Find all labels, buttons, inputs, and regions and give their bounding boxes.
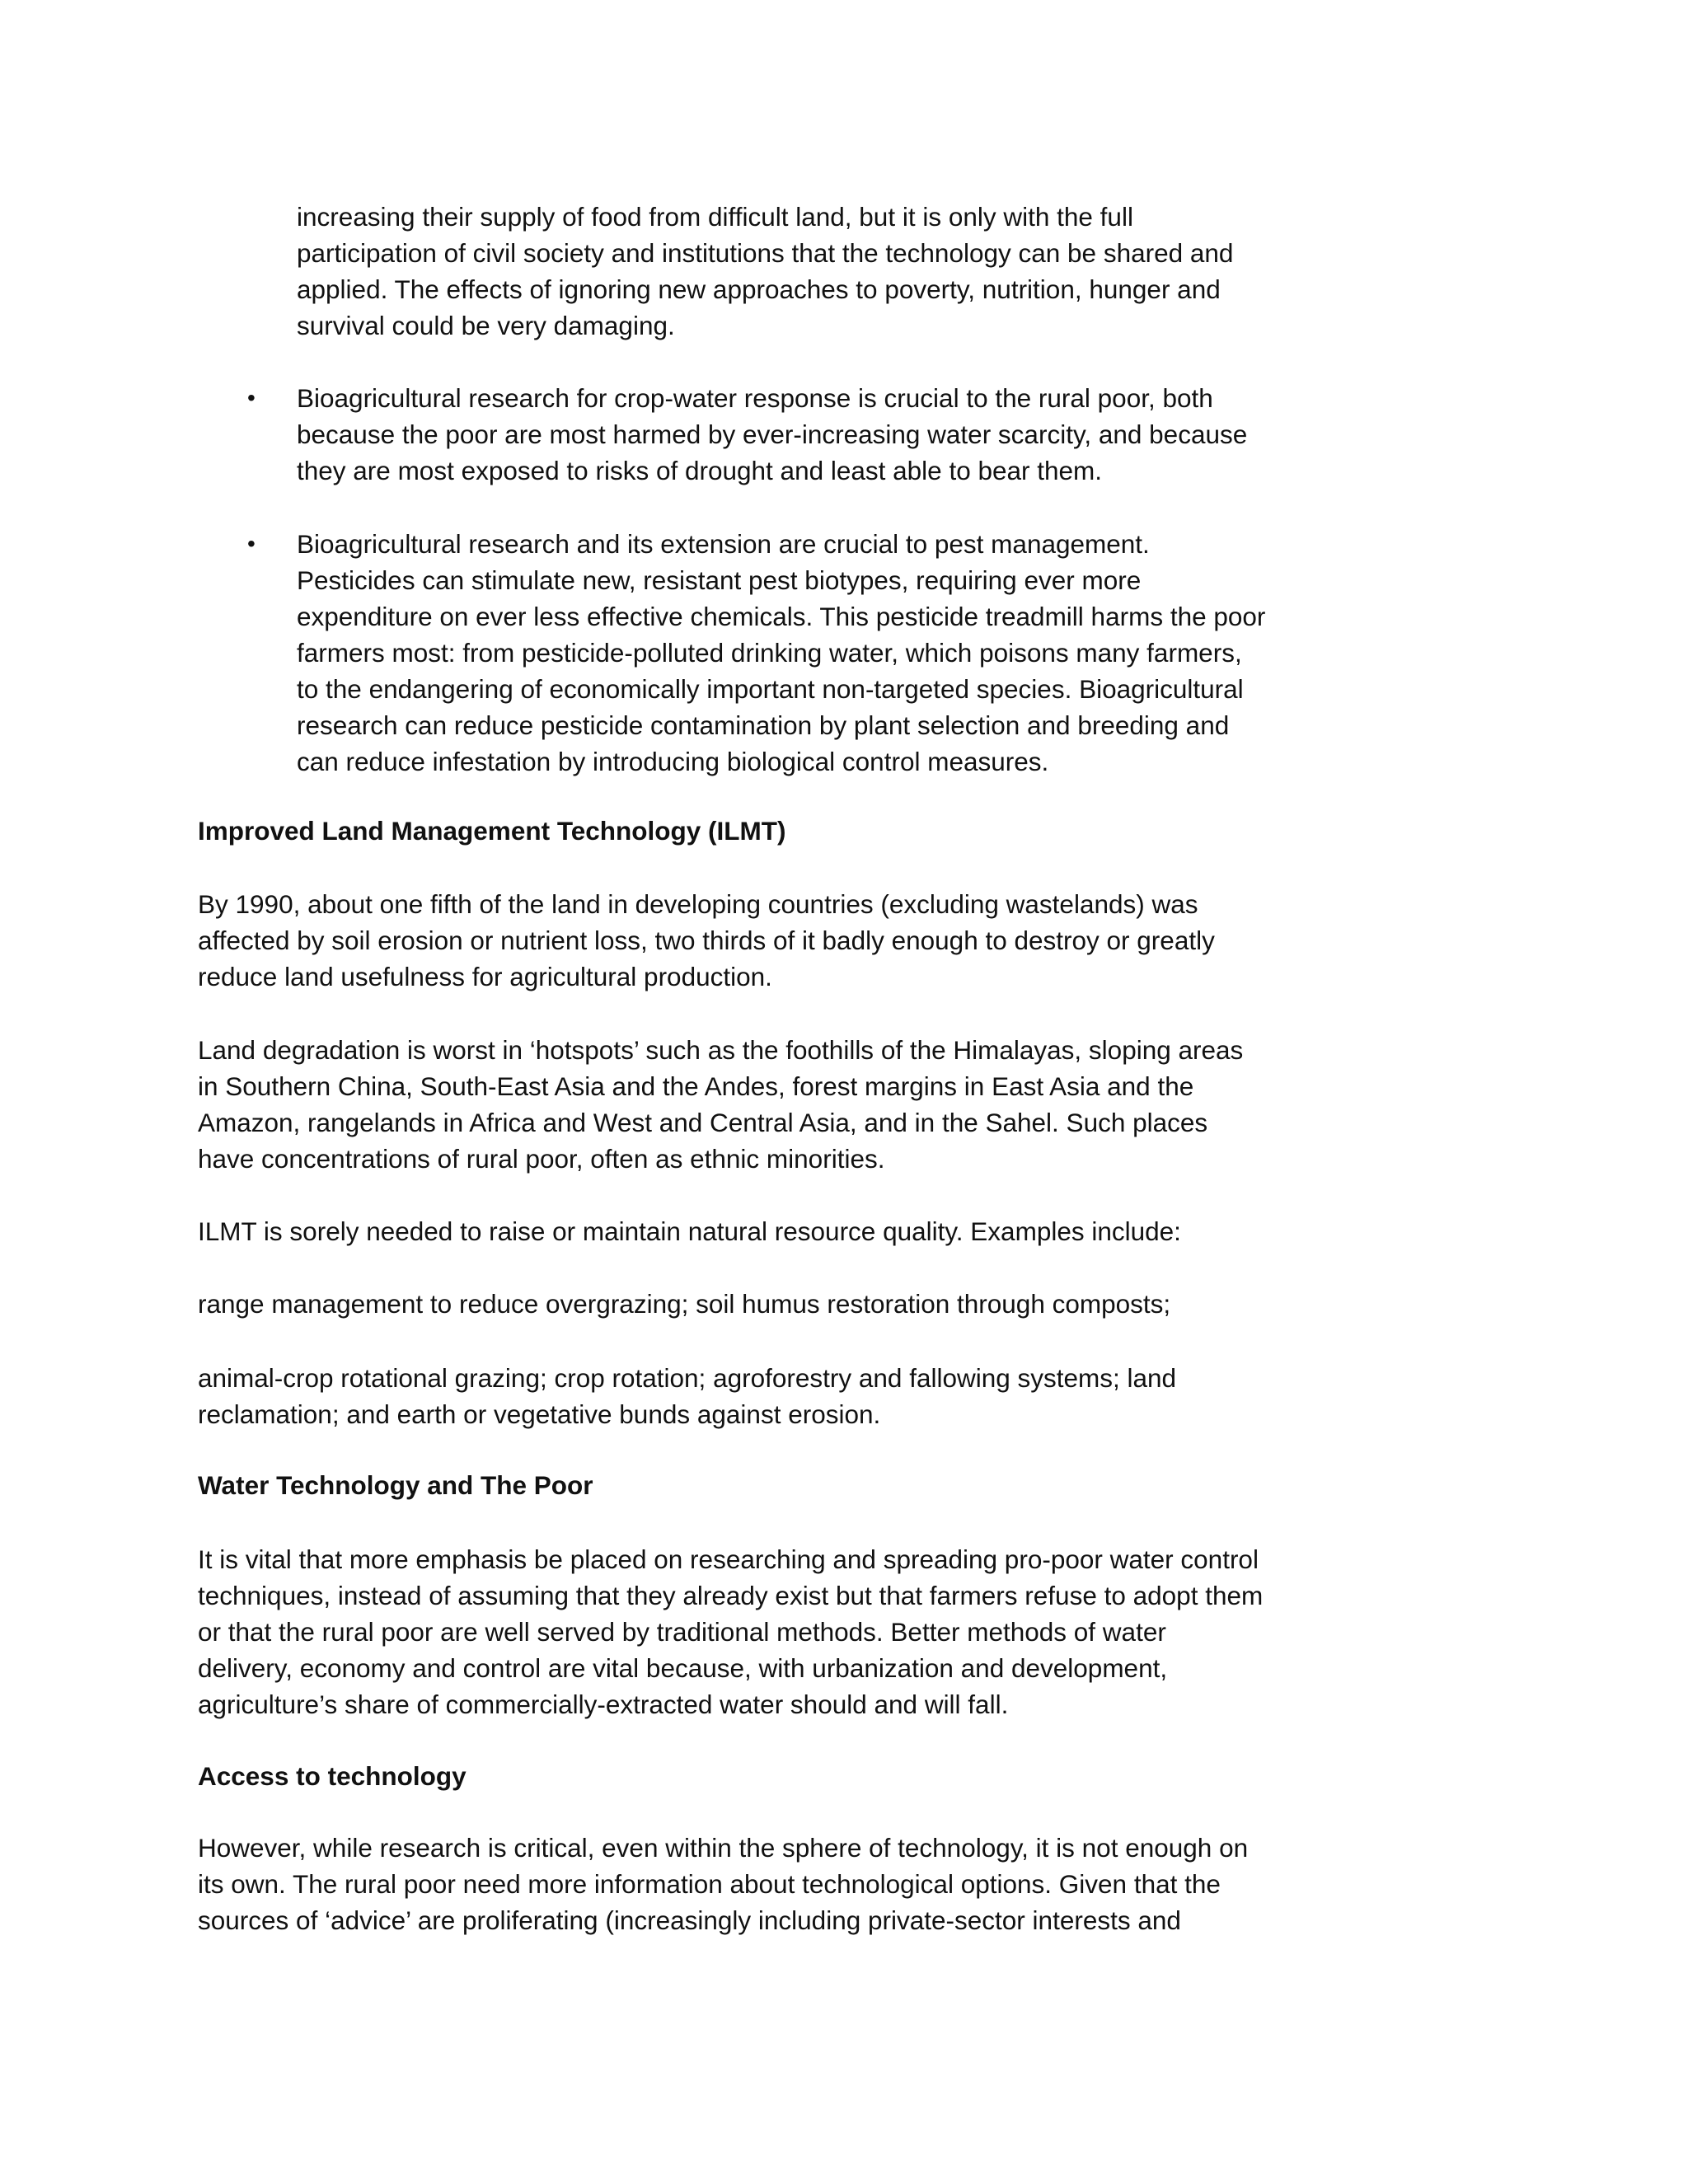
text-line: agriculture’s share of commercially-extracted water should and will fall. — [198, 1690, 1009, 1719]
text-line: have concentrations of rural poor, often as ethnic minorities. — [198, 1144, 885, 1174]
text-line: expenditure on ever less effective chemicals. This pesticide treadmill harms the poor — [297, 602, 1266, 631]
text-line: techniques, instead of assuming that they already exist but that farmers refuse to adopt them — [198, 1581, 1264, 1610]
text-line: delivery, economy and control are vital because, with urbanization and development, — [198, 1653, 1168, 1683]
bullet-marker: • — [247, 531, 256, 556]
continuation-paragraph — [297, 199, 1233, 344]
ilmt-paragraph-3 — [198, 1213, 1181, 1249]
text-line: Bioagricultural research for crop-water response is crucial to the rural poor, both — [297, 383, 1213, 413]
text-line: in Southern China, South-East Asia and the Andes, forest margins in East Asia and the — [198, 1071, 1194, 1101]
text-line: research can reduce pesticide contamination by plant selection and breeding and — [297, 710, 1230, 740]
text-line: ILMT is sorely needed to raise or maintain natural resource quality. Examples include: — [198, 1216, 1181, 1246]
text-line: or that the rural poor are well served by traditional methods. Better methods of water — [198, 1617, 1166, 1647]
text-line: range management to reduce overgrazing; soil humus restoration through composts; — [198, 1289, 1171, 1319]
text-line: By 1990, about one fifth of the land in developing countries (excluding wastelands) was — [198, 889, 1198, 919]
text-line: sources of ‘advice’ are proliferating (increasingly including private-sector interests and — [198, 1905, 1181, 1935]
text-line: animal-crop rotational grazing; crop rotation; agroforestry and fallowing systems; land — [198, 1363, 1177, 1393]
bullet-marker: • — [247, 385, 256, 410]
text-line: farmers most: from pesticide-polluted drinking water, which poisons many farmers, — [297, 638, 1242, 668]
section-heading-ilmt: Improved Land Management Technology (ILMT) — [198, 816, 786, 846]
section-heading-access: Access to technology — [198, 1761, 467, 1791]
text-line: survival could be very damaging. — [297, 311, 675, 340]
ilmt-paragraph-2 — [198, 1032, 1243, 1177]
text-line: increasing their supply of food from difficult land, but it is only with the full — [297, 202, 1133, 232]
bullet-paragraph-pest-management — [297, 526, 1265, 780]
text-line: participation of civil society and institutions that the technology can be shared and — [297, 238, 1234, 268]
ilmt-paragraph-4 — [198, 1286, 1170, 1322]
text-line: affected by soil erosion or nutrient loss, two thirds of it badly enough to destroy or greatly — [198, 926, 1215, 955]
text-line: Land degradation is worst in ‘hotspots’ such as the foothills of the Himalayas, sloping areas — [198, 1035, 1244, 1065]
text-line: its own. The rural poor need more information about technological options. Given that the — [198, 1869, 1221, 1899]
text-line: reduce land usefulness for agricultural production. — [198, 962, 772, 991]
text-line: However, while research is critical, even within the sphere of technology, it is not enough on — [198, 1833, 1249, 1863]
text-line: Pesticides can stimulate new, resistant pest biotypes, requiring ever more — [297, 565, 1142, 595]
text-line: can reduce infestation by introducing biological control measures. — [297, 747, 1049, 776]
text-line: reclamation; and earth or vegetative bunds against erosion. — [198, 1399, 881, 1429]
text-line: Bioagricultural research and its extension are crucial to pest management. — [297, 529, 1150, 559]
text-line: to the endangering of economically important non-targeted species. Bioagricultural — [297, 674, 1244, 704]
section-heading-water: Water Technology and The Poor — [198, 1470, 593, 1500]
bullet-paragraph-crop-water — [297, 380, 1247, 489]
ilmt-paragraph-1 — [198, 886, 1215, 995]
text-line: because the poor are most harmed by ever-increasing water scarcity, and because — [297, 419, 1248, 449]
access-paragraph-1 — [198, 1830, 1248, 1938]
water-paragraph-1 — [198, 1541, 1263, 1722]
text-line: Amazon, rangelands in Africa and West and Central Asia, and in the Sahel. Such places — [198, 1108, 1208, 1137]
text-line: applied. The effects of ignoring new approaches to poverty, nutrition, hunger and — [297, 274, 1221, 304]
ilmt-paragraph-5 — [198, 1360, 1176, 1432]
text-line: It is vital that more emphasis be placed on researching and spreading pro-poor water control — [198, 1544, 1259, 1574]
text-line: they are most exposed to risks of drought and least able to bear them. — [297, 456, 1103, 485]
